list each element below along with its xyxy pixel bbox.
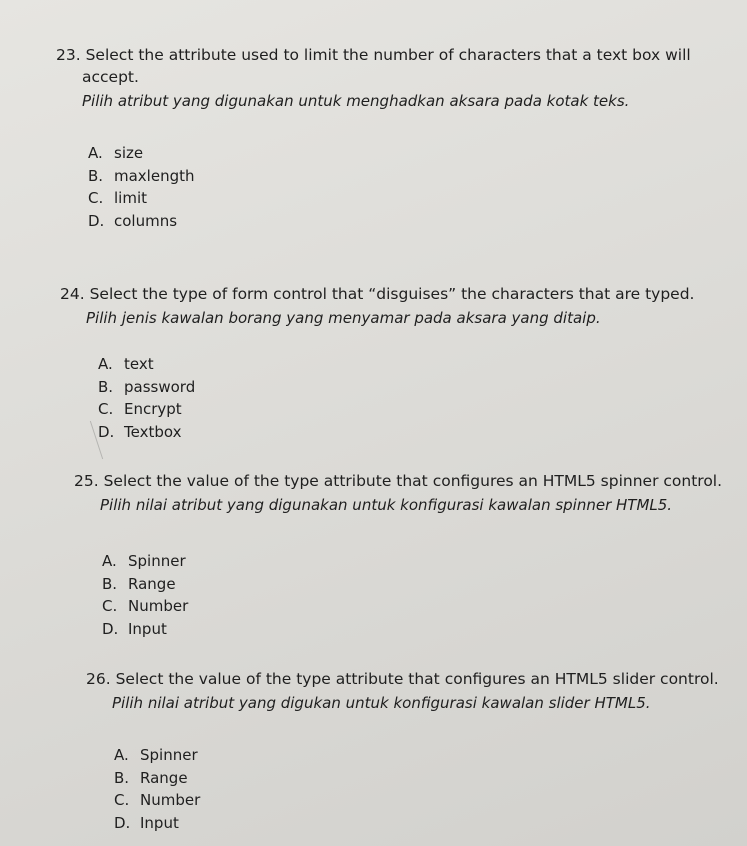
- question-number: 24.: [60, 285, 85, 303]
- option-a[interactable]: [114, 744, 200, 767]
- option-c[interactable]: [88, 187, 195, 210]
- option-letter: A.: [114, 746, 129, 764]
- option-text: size: [114, 144, 144, 162]
- option-letter: C.: [88, 189, 104, 207]
- question-26: [86, 668, 741, 714]
- question-text-translation: Pilih nilai atribut yang digunakan untuk konfigurasi kawalan spinner HTML5.: [100, 496, 673, 514]
- option-text: limit: [114, 189, 147, 207]
- question-number: 23.: [56, 46, 81, 64]
- option-letter: A.: [102, 552, 117, 570]
- option-a[interactable]: [88, 142, 195, 165]
- question-number: 26.: [86, 670, 111, 688]
- question-25: [74, 470, 744, 516]
- question-23: [56, 44, 736, 112]
- option-d[interactable]: [102, 618, 188, 641]
- option-b[interactable]: [102, 573, 188, 596]
- question-number: 25.: [74, 472, 99, 490]
- option-c[interactable]: [114, 789, 200, 812]
- option-text: Spinner: [128, 552, 186, 570]
- option-letter: C.: [98, 400, 114, 418]
- question-text-en: [86, 668, 741, 690]
- option-letter: B.: [88, 166, 104, 185]
- option-d[interactable]: [88, 210, 195, 233]
- option-letter: B.: [98, 377, 114, 396]
- options-list-25: [102, 550, 188, 640]
- option-letter: A.: [98, 355, 113, 373]
- options-list-23: [88, 142, 195, 232]
- option-b[interactable]: [114, 767, 200, 790]
- question-24: [60, 283, 740, 329]
- option-letter: D.: [88, 211, 105, 230]
- option-text: Range: [140, 768, 188, 787]
- option-letter: B.: [102, 574, 118, 593]
- option-b[interactable]: [88, 165, 195, 188]
- option-text: Textbox: [124, 422, 182, 441]
- option-text: text: [124, 355, 154, 373]
- option-c[interactable]: [102, 595, 188, 618]
- option-d[interactable]: [114, 812, 200, 835]
- option-text: columns: [114, 211, 178, 230]
- question-text-translation: Pilih nilai atribut yang digukan untuk konfigurasi kawalan slider HTML5.: [112, 694, 651, 712]
- option-letter: D.: [114, 813, 131, 832]
- question-text-en: [60, 283, 740, 305]
- question-text-en: [56, 44, 736, 88]
- option-letter: C.: [114, 791, 130, 809]
- question-text-line2: accept.: [82, 68, 139, 86]
- option-letter: D.: [102, 619, 119, 638]
- option-text: Spinner: [140, 746, 198, 764]
- option-text: Encrypt: [124, 400, 182, 418]
- option-letter: D.: [98, 422, 115, 441]
- question-text-translation: Pilih atribut yang digunakan untuk menghadkan aksara pada kotak teks.: [82, 92, 630, 110]
- question-text-line1: Select the type of form control that “disguises” the characters that are typed.: [89, 285, 695, 303]
- option-text: Input: [128, 619, 167, 638]
- option-d[interactable]: [98, 421, 195, 444]
- option-a[interactable]: [102, 550, 188, 573]
- option-text: password: [124, 377, 196, 396]
- option-b[interactable]: [98, 376, 195, 399]
- question-text-line1: Select the value of the type attribute that configures an HTML5 slider control.: [115, 670, 719, 688]
- option-c[interactable]: [98, 398, 195, 421]
- option-a[interactable]: [98, 353, 195, 376]
- question-text-en: [74, 470, 744, 492]
- option-letter: B.: [114, 768, 130, 787]
- question-text-line1: Select the value of the type attribute that configures an HTML5 spinner control.: [103, 472, 723, 490]
- option-text: maxlength: [114, 166, 195, 185]
- options-list-24: [98, 353, 195, 443]
- option-text: Input: [140, 813, 179, 832]
- question-text-translation: Pilih jenis kawalan borang yang menyamar pada aksara yang ditaip.: [86, 309, 601, 327]
- option-text: Range: [128, 574, 176, 593]
- option-letter: C.: [102, 597, 118, 615]
- option-text: Number: [140, 791, 201, 809]
- question-text-line1: Select the attribute used to limit the number of characters that a text box will: [85, 46, 691, 64]
- option-text: Number: [128, 597, 189, 615]
- options-list-26: [114, 744, 200, 834]
- option-letter: A.: [88, 144, 103, 162]
